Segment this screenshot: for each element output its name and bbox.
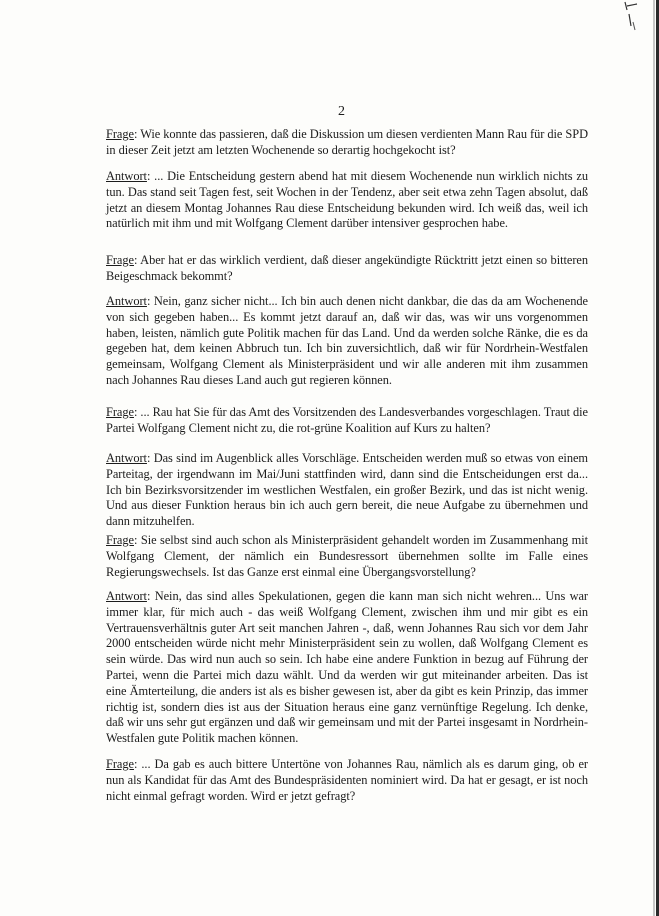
paragraph-question-3 bbox=[106, 405, 588, 437]
answer-text: : ... Die Entscheidung gestern abend hat mit diesem Wochenende nun wirklich nichts zu tun. Das stand seit Tagen fest, seit Wochen in der Tendenz, aber seit etwa zehn Tagen absolut, daß jetzt an diesem Montag Johannes Rau diese Entscheidung bekunden wird. Ich weiß das, weil ich natürlich mit ihm und mit Wolfgang Clement darüber intensiver gesprochen habe. bbox=[106, 169, 588, 231]
paragraph-answer-2 bbox=[106, 294, 588, 389]
question-label: Frage bbox=[106, 405, 134, 419]
paragraph-answer-1 bbox=[106, 169, 588, 232]
answer-text: : Nein, das sind alles Spekulationen, gegen die kann man sich nicht wehren... Uns war immer klar, für mich auch - das weiß Wolfgang Clement, zwischen ihm und mir gibt es ein Vertrauensverhältnis guter Art seit manchen Jahren -, daß, wenn Johannes Rau sich vor dem Jahr 2000 entscheiden würde nicht mehr Ministerpräsident sein zu wollen, daß Wolfgang Clement es sein würde. Das wird nun auch so sein. Ich habe eine andere Funktion in bezug auf Führung der Partei, wenn die Partei mich dazu wählt. Und da werden wir gut miteinander arbeiten. Das ist eine Ämterteilung, die anders ist als es bisher gewesen ist, aber da gibt es kein Prinzip, das immer richtig ist, sondern dies ist aus der Situation heraus eine ganz vernünftige Regelung. Ich denke, daß wir uns sehr gut ergänzen und daß wir gemeinsam und mit der Partei insgesamt in Nordrhein-Westfalen gute Politik machen können. bbox=[106, 589, 588, 746]
scan-corner-mark bbox=[607, 0, 647, 40]
answer-label: Antwort bbox=[106, 294, 147, 308]
question-label: Frage bbox=[106, 757, 134, 771]
question-text: : ... Rau hat Sie für das Amt des Vorsitzenden des Landesverbandes vorgeschlagen. Traut die Partei Wolfgang Clement nicht zu, die rot-grüne Koalition auf Kurs zu halten? bbox=[106, 405, 588, 435]
answer-text: : Nein, ganz sicher nicht... Ich bin auch denen nicht dankbar, die das da am Wochenende von sich gegeben haben... Es kommt jetzt darauf an, daß wir das, was wir uns vorgenommen haben, leisten, nämlich gute Politik machen für das Land. Und da werden solche Ränke, die es da gegeben hat, dem keinen Abbruch tun. Ich bin zuversichtlich, daß wir für Nordrhein-Westfalen gemeinsam, Wolfgang Clement als Ministerpräsident und wir alle anderen mit ihm zusammen nach Johannes Rau dieses Land auch gut regieren können. bbox=[106, 294, 588, 387]
paragraph-question-1 bbox=[106, 127, 588, 159]
answer-text: : Das sind im Augenblick alles Vorschläge. Entscheiden werden muß so etwas von einem Parteitag, der irgendwann im Mai/Juni stattfinden wird, dann sind die Entscheidungen erst da... Ich bin Bezirksvorsitzender im westlichen Westfalen, ein großer Bezirk, und das ist nicht wenig. Und aus dieser Funktion heraus bin ich auch gern bereit, die neue Aufgabe zu übernehmen und dann mitzuhelfen. bbox=[106, 451, 588, 529]
question-text: : Aber hat er das wirklich verdient, daß dieser angekündigte Rücktritt jetzt einen so bitteren Beigeschmack bekommt? bbox=[106, 253, 588, 283]
paragraph-question-4 bbox=[106, 533, 588, 580]
paragraph-question-2 bbox=[106, 253, 588, 285]
question-label: Frage bbox=[106, 127, 134, 141]
question-text: : ... Da gab es auch bittere Untertöne von Johannes Rau, nämlich als es darum ging, ob er nun als Kandidat für das Amt des Bundespräsidenten nominiert wird. Da hat er gesagt, er ist noch nicht einmal gefragt worden. Wird er jetzt gefragt? bbox=[106, 757, 588, 803]
question-text: : Sie selbst sind auch schon als Ministerpräsident gehandelt worden im Zusammenhang mit Wolfgang Clement, der nämlich ein Bundesressort übernehmen sollte im Falle eines Regierungswechsels. Ist das Ganze erst einmal eine Übergangsvorstellung? bbox=[106, 533, 588, 579]
paragraph-question-5 bbox=[106, 757, 588, 804]
question-label: Frage bbox=[106, 253, 134, 267]
question-label: Frage bbox=[106, 533, 134, 547]
page-number: 2 bbox=[338, 104, 345, 119]
answer-label: Antwort bbox=[106, 169, 147, 183]
scan-edge-shadow bbox=[653, 0, 655, 916]
answer-label: Antwort bbox=[106, 589, 147, 603]
paragraph-answer-4 bbox=[106, 589, 588, 747]
question-text: : Wie konnte das passieren, daß die Diskussion um diesen verdienten Mann Rau für die SPD in dieser Zeit jetzt am letzten Wochenende so derartig hochgekocht ist? bbox=[106, 127, 588, 157]
paragraph-answer-3 bbox=[106, 451, 588, 530]
answer-label: Antwort bbox=[106, 451, 147, 465]
